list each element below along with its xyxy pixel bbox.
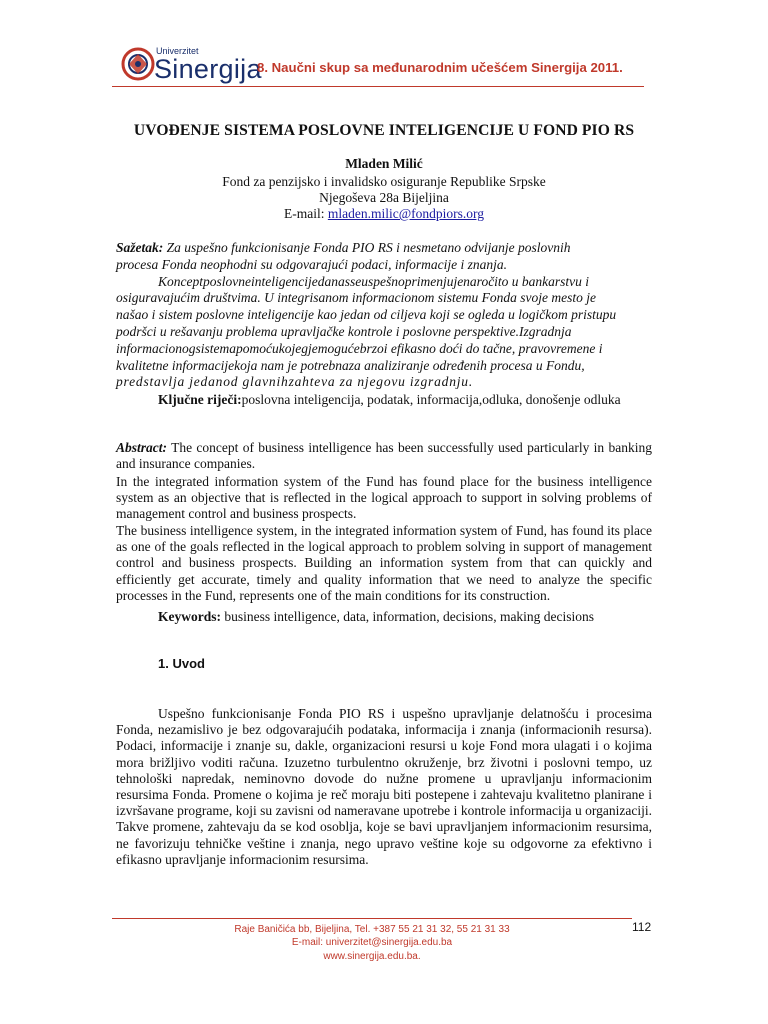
abstract-keywords-label: Keywords:: [158, 609, 221, 624]
section-body: Uspešno funkcionisanje Fonda PIO RS i uspešno upravljanje delatnošću i procesima Fonda, nezamislivo je bez odgovarajućih podataka, informacija i znanja (informacionih resursa). Podaci, informacije i znanje su, dakle, organizacioni resursi u koje Fond mora ulagati i o kojima mora brižljivo voditi računa. Izuzetno turbulentno okruženje, brz životni i poslovni tempo, uz tehnološki napredak, neminovno dovode do nužne promene u upravljanju informacionim resursima Fonda. Promene o kojima je reč moraju biti postepene i zahtevaju kvalitetno planirane i izvršavane programe, koji su zavisni od nameravane upotrebe i kontrole informacija u organizaciji. Takve promene, zahtevaju da se kod osoblja, koje se bavi upravljanjem informacionim resursima, ne favorizuju tehničke veštine i znanja, nego upravo veštine koje su odgovorne za efektivno i efikasno upravljanje informacionim resursima.: [116, 706, 652, 867]
sazetak-block: [116, 240, 652, 391]
logo-university-label: Univerzitet: [156, 46, 199, 56]
email-label: E-mail:: [283, 206, 328, 221]
university-logo: [120, 40, 270, 90]
author-name: Mladen Milić: [345, 156, 423, 171]
header-divider: [112, 86, 644, 87]
footer-address: Raje Baničića bb, Bijeljina, Tel. +387 55 21 31 32, 55 21 31 33: [234, 924, 510, 935]
author-email: [0, 206, 768, 222]
author-affiliation: Fond za penzijsko i invalidsko osiguranje Republike Srpske: [222, 174, 546, 189]
sazetak-label: Sažetak:: [116, 240, 164, 255]
footer-divider: [112, 918, 632, 919]
sazetak-line: procesa Fonda neophodni su odgovarajući podaci, informacije i znanja.: [116, 256, 507, 272]
kljucne-rijeci: Ključne riječi:poslovna inteligencija, podatak, informacija,odluka, donošenje odluka: [158, 392, 621, 407]
abstract-keywords: Keywords: business intelligence, data, information, decisions, making decisions: [158, 609, 595, 624]
sazetak-line: predstavlja jedanod glavnihzahteva za njegovu izgradnju.: [116, 374, 474, 390]
author-address: Njegoševa 28a Bijeljina: [319, 190, 449, 205]
sazetak-line: Konceptposlovneinteligencijedanasseuspešnoprimenjujenaročito u bankarstvu i: [158, 273, 590, 289]
footer-web: www.sinergija.edu.ba.: [323, 951, 421, 962]
abstract-p3: The business intelligence system, in the integrated information system of Fund, has found its place as one of the goals reflected in the logical approach to problem solving in support of management control and business prospects. Building an information system from that can quickly and efficiently get accurate, timely and quality information that we need to analyze the specific processes in the Fund, represents one of the main conditions for its construction.: [116, 523, 652, 603]
sazetak-line: podršci u rešavanju problema upravljačke kontrole i poslovne perspektive.Izgradnja: [116, 323, 572, 339]
abstract-p1: Abstract: The concept of business intelligence has been successfully used particularly in banking and insurance companies.: [116, 440, 652, 472]
sazetak-line: našao i sistem poslovne inteligencije kao jedan od ciljeva koji se ogleda u logičkom pristupu: [116, 307, 617, 323]
logo-wordmark: Sinergija: [154, 54, 262, 84]
conference-title: 8. Naučni skup sa međunarodnim učešćem Sinergija 2011.: [257, 60, 623, 75]
abstract-p2: In the integrated information system of the Fund has found place for the business intelligence system as an objective that is reflected in the logical approach to support in solving problems of management control and business prospects.: [116, 474, 652, 522]
kljucne-rijeci-label: Ključne riječi:: [158, 392, 242, 407]
paper-title: UVOĐENJE SISTEMA POSLOVNE INTELIGENCIJE U FOND PIO RS: [133, 122, 635, 139]
page-number: 112: [632, 920, 652, 934]
footer-email: E-mail: univerzitet@sinergija.edu.ba: [291, 937, 453, 948]
sazetak-line: osiguravajućim društvima. U integrisanom informacionom sistemu Fonda svoje mesto je: [116, 290, 596, 306]
sazetak-line: kvalitetne informacijekoja nam je potrebnaza analiziranje određenih procesa u Fondu,: [116, 357, 585, 373]
abstract-label: Abstract:: [116, 440, 168, 455]
email-link[interactable]: mladen.milic@fondpiors.org: [327, 206, 485, 221]
sinergija-logo-icon: [120, 46, 156, 82]
sazetak-line: Sažetak: Za uspešno funkcionisanje Fonda PIO RS i nesmetano odvijanje poslovnih: [116, 240, 571, 255]
page-header: [112, 28, 672, 92]
section-heading: 1. Uvod: [158, 656, 205, 671]
sazetak-line: informacionogsistemapomoćukojegjemogućebrzoi efikasno doći do tačne, pravovremene i: [116, 340, 603, 356]
